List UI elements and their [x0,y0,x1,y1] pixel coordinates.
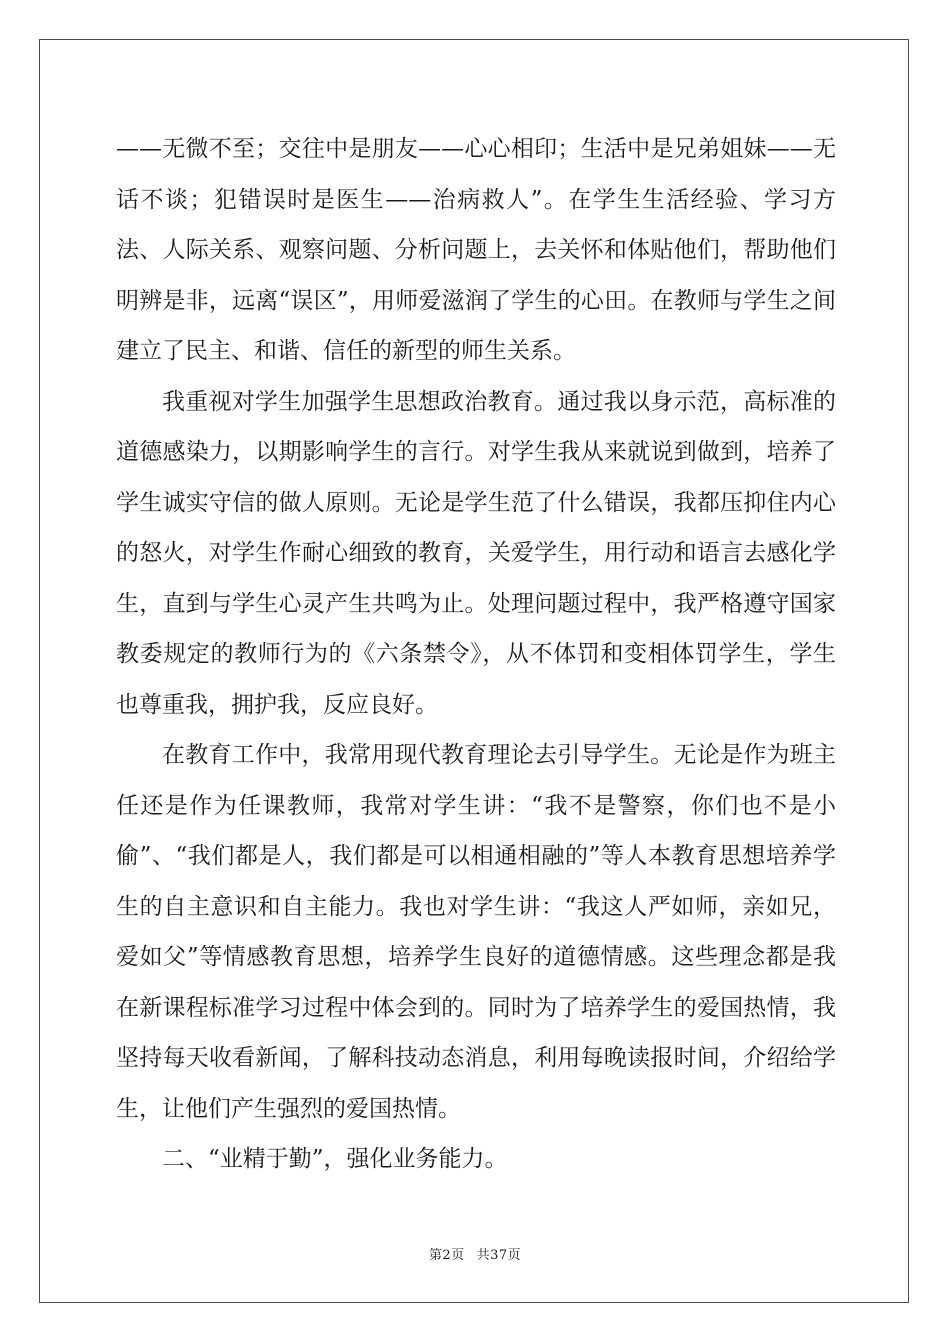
page-total: 共37页 [476,1248,522,1263]
document-body [116,124,836,1185]
page-number: 第2页 [428,1248,465,1263]
paragraph-continuation: ——无微不至；交往中是朋友——心心相印；生活中是兄弟姐妹——无话不谈；犯错误时是医生——治病救人”。在学生生活经验、学习方法、人际关系、观察问题、分析问题上，去关怀和体贴他们，帮助他们明辨是非，远离“误区”，用师爱滋润了学生的心田。在教师与学生之间建立了民主、和谐、信任的新型的师生关系。 [116,136,836,364]
paragraph-modern-education: 在教育工作中，我常用现代教育理论去引导学生。无论是作为班主任还是作为任课教师，我常对学生讲：“我不是警察，你们也不是小偷”、“我们都是人，我们都是可以相通相融的”等人本教育思想培养学生的自主意识和自主能力。我也对学生讲：“我这人严如师，亲如兄，爱如父”等情感教育思想，培养学生良好的道德情感。这些理念都是我在新课程标准学习过程中体会到的。同时为了培养学生的爱国热情，我坚持每天收看新闻，了解科技动态消息，利用每晚读报时间，介绍给学生，让他们产生强烈的爱国热情。 [116,742,836,1122]
section-heading: 二、“业精于勤”，强化业务能力。 [162,1146,508,1172]
paragraph-moral-education: 我重视对学生加强学生思想政治教育。通过我以身示范，高标准的道德感染力，以期影响学生的言行。对学生我从来就说到做到，培养了学生诚实守信的做人原则。无论是学生范了什么错误，我都压抑住内心的怒火，对学生作耐心细致的教育，关爱学生，用行动和语言去感化学生，直到与学生心灵产生共鸣为止。处理问题过程中，我严格遵守国家教委规定的教师行为的《六条禁令》，从不体罚和变相体罚学生，学生也尊重我，拥护我，反应良好。 [116,388,836,718]
page-footer [0,1244,950,1263]
